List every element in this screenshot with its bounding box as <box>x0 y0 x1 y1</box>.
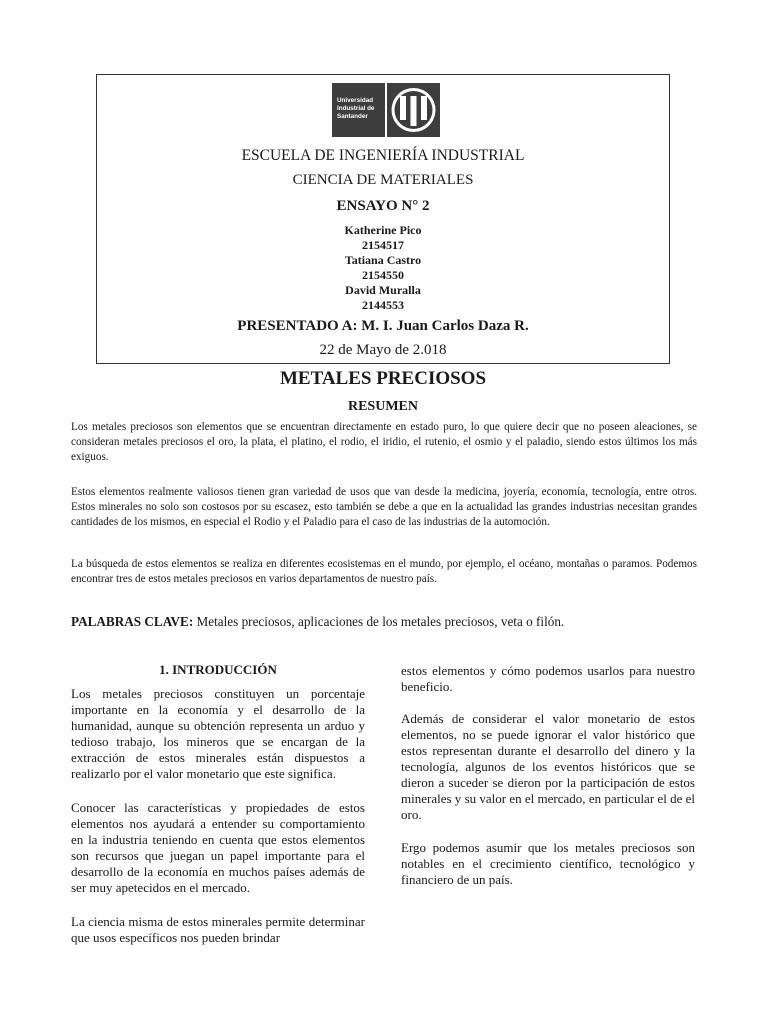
keywords-label: PALABRAS CLAVE: <box>71 614 194 629</box>
logo-text-line3: Santander <box>337 113 368 120</box>
author-name: David Muralla <box>345 283 421 297</box>
intro-paragraph: Además de considerar el valor monetario de estos elementos, no se puede ignorar el valor histórico que estos representan durante el desarrollo del dinero y la tecnología, algunos de los eventos históricos que se dieron a suceder se dieron por la participación de estos minerales y su valor en el mercado, en particular el de el oro. <box>401 711 695 822</box>
abstract-heading: RESUMEN <box>347 399 418 414</box>
keywords-line <box>71 614 701 630</box>
presented-to: PRESENTADO A: M. I. Juan Carlos Daza R. <box>237 318 529 334</box>
author-name: Tatiana Castro <box>344 253 422 267</box>
course-name: CIENCIA DE MATERIALES <box>292 172 474 188</box>
intro-paragraph: Conocer las características y propiedades de estos elementos nos ayudará a entender su comportamiento en la industria teniendo en cuenta que estos elementos son recursos que juegan un papel importante para el desarrollo de la economía en muchos países además de ser muy apetecidos en el mercado. <box>71 800 365 895</box>
author-id: 2154517 <box>362 238 404 252</box>
intro-paragraph: La ciencia misma de estos minerales permite determinar que usos específicos nos pueden brindar <box>71 914 365 945</box>
intro-paragraph: Los metales preciosos constituyen un porcentaje importante en la economía y el desarrollo de la humanidad, aunque su obtención representa un arduo y tedioso trabajo, los mineros que se encargan de la extracción de estos minerales están dispuestos a realizarlo por el valor monetario que este significa. <box>71 686 365 781</box>
abstract-paragraph: La búsqueda de estos elementos se realiza en diferentes ecosistemas en el mundo, por ejemplo, el océano, montañas o paramos. Podemos encontrar tres de estos metales preciosos en varios departamentos de nuestro país. <box>71 558 697 585</box>
abstract-paragraph: Estos elementos realmente valiosos tienen gran variedad de usos que van desde la medicina, joyería, economía, tecnología, entre otros. Estos minerales no solo son costosos por su escasez, esto también se debe a que en la actualidad las grandes industrias necesitan grandes cantidades de los mismos, en especial el Rodio y el Paladio para el caso de las industrias de la automoción. <box>71 486 697 528</box>
logo-text-line1: Universidad <box>337 97 374 104</box>
school-name: ESCUELA DE INGENIERÍA INDUSTRIAL <box>241 147 525 164</box>
author-id: 2154550 <box>362 268 404 282</box>
intro-paragraph: estos elementos y cómo podemos usarlos para nuestro beneficio. <box>401 663 695 694</box>
intro-heading: 1. INTRODUCCIÓN <box>159 662 277 677</box>
author-name: Katherine Pico <box>344 223 422 237</box>
document-title: METALES PRECIOSOS <box>279 368 487 389</box>
essay-number: ENSAYO N° 2 <box>336 198 430 214</box>
abstract-paragraph: Los metales preciosos son elementos que se encuentran directamente en estado puro, lo que quiere decir que no poseen aleaciones, se consideran metales preciosos el oro, la plata, el platino, el rodio, el iridio, el rutenio, el osmio y el paladio, siendo estos últimos los más exiguos. <box>71 421 697 463</box>
document-date: 22 de Mayo de 2.018 <box>319 342 447 358</box>
intro-paragraph: Ergo podemos asumir que los metales preciosos son notables en el crecimiento científico, tecnológico y financiero de un país. <box>401 840 695 887</box>
university-logo <box>332 83 440 137</box>
uis-logo-graphic <box>332 83 440 137</box>
keywords-text: Metales preciosos, aplicaciones de los metales preciosos, veta o filón. <box>193 614 565 629</box>
author-id: 2144553 <box>362 298 404 312</box>
logo-text-line2: Industrial de <box>337 105 375 112</box>
